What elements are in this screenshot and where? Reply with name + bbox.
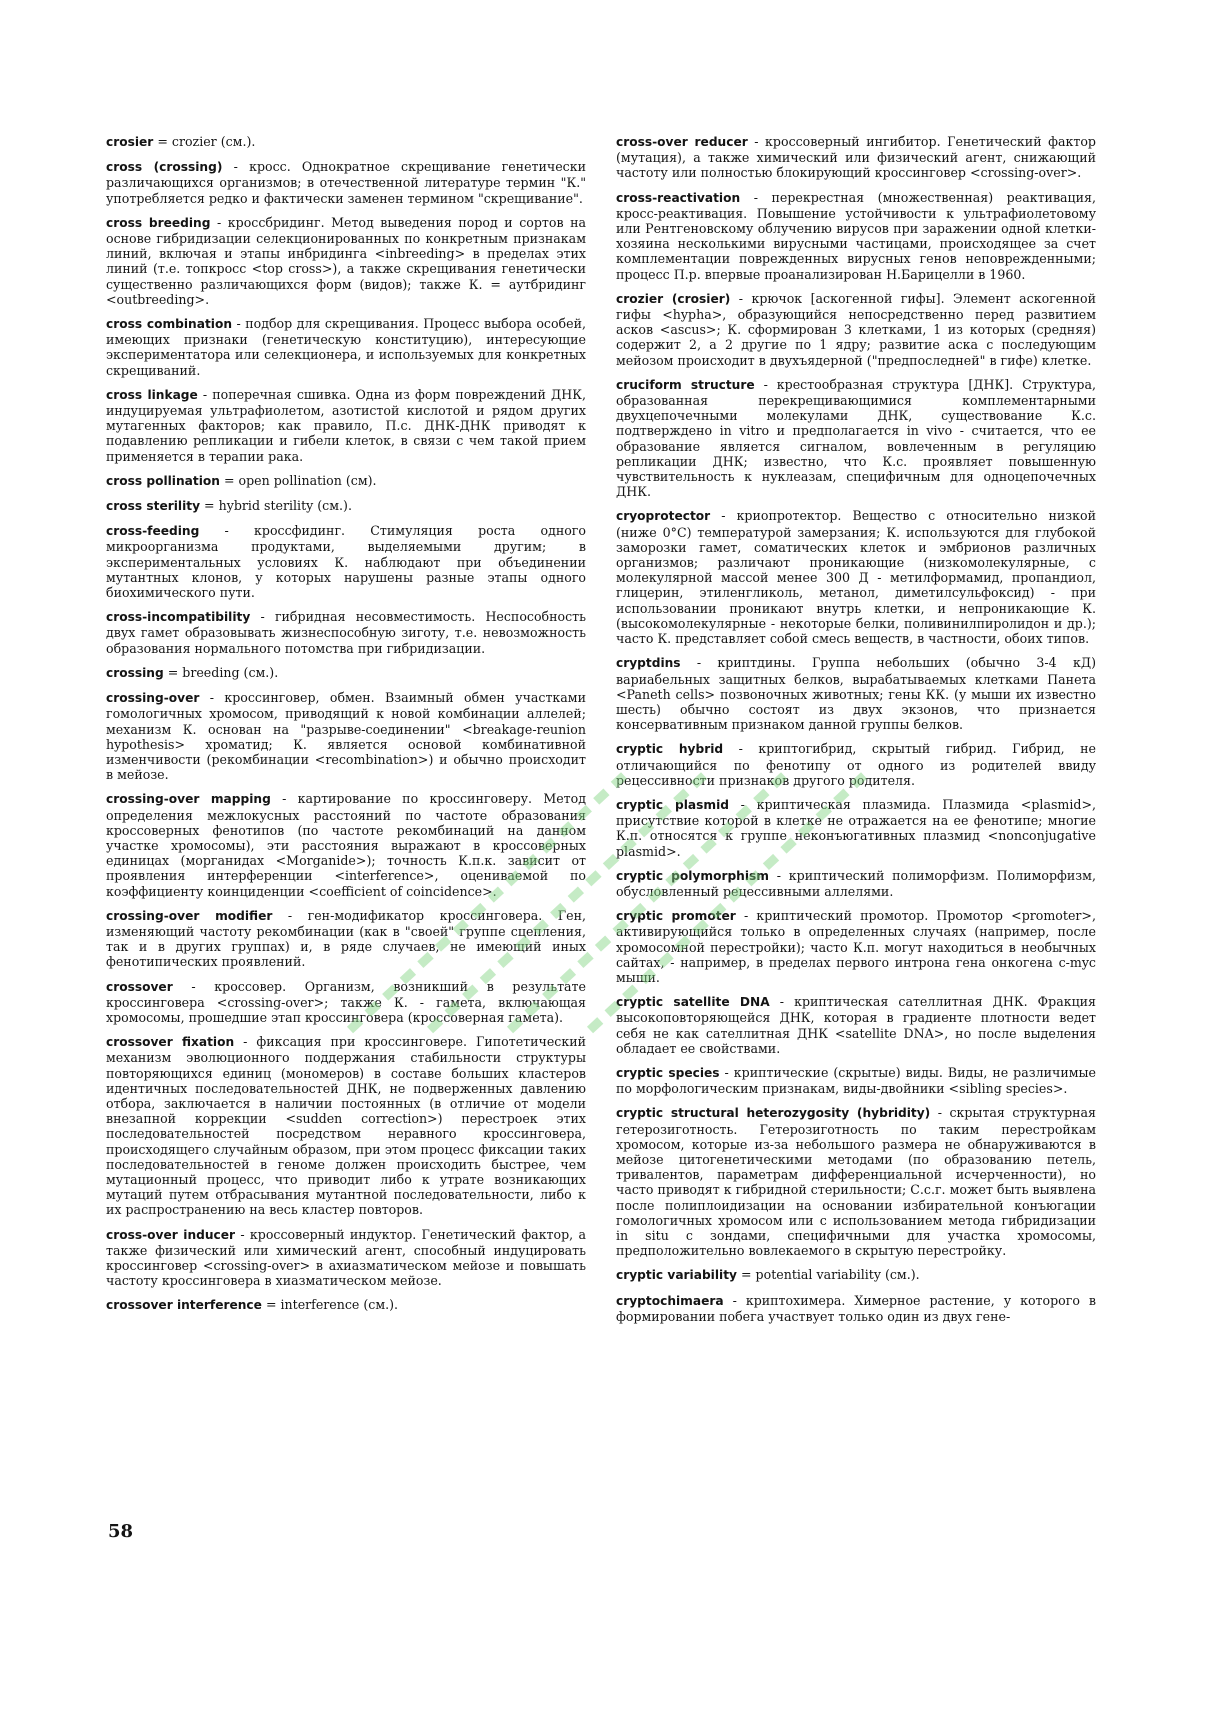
dictionary-entry [106, 159, 586, 206]
dictionary-entry [106, 387, 586, 464]
page-number: 58 [108, 1521, 134, 1542]
entry-definition: = interference (см.). [265, 1297, 399, 1313]
entry-definition: - гибридная несовместимость. Неспособность двух гамет образовывать жизнеспособную зиготу, т.е. невозможность образования нормального потомства при гибридизации. [106, 609, 586, 656]
dictionary-entry [106, 908, 586, 970]
entry-definition: = potential variability (см.). [741, 1267, 920, 1283]
entry-definition: - криптохимера. Химерное растение, у которого в формировании побега участвует только один из двух гене- [616, 1292, 1096, 1324]
dictionary-entry [106, 1034, 586, 1217]
dictionary-entry [616, 994, 1096, 1056]
right-column [616, 134, 1096, 1333]
dictionary-entry [616, 377, 1096, 500]
entry-definition: - поперечная сшивка. Одна из форм повреждений ДНК, индуцируемая ультрафиолетом, азотистой кислотой и рядом других мутагенных факторов; как правило, П.с. ДНК-ДНК приводят к подавлению репликации и гибели клеток, в связи с чем такой прием применяется в терапии рака. [106, 386, 586, 464]
entry-definition: - крючок [аскогенной гифы]. Элемент аскогенной гифы <hypha>, образующийся непосредственно перед развитием асков <ascus>; К. сформирован 3 клетками, 1 из которых (средняя) содержит 2, а 2 другие по 1 ядру; развитие аска с последующим мейозом происходит в двухъядерной ("предпоследней" в гифе) клетке. [616, 290, 1096, 368]
dictionary-entry [106, 979, 586, 1026]
dictionary-entry [616, 1105, 1096, 1258]
dictionary-entry [616, 1293, 1096, 1324]
dictionary-entry [106, 1297, 586, 1313]
dictionary-entry [616, 797, 1096, 859]
entry-definition: - кроссфидинг. Стимуляция роста одного микроорганизма продуктами, выделяемыми другим; в экспериментальных условиях К. наблюдают при объединении мутантных клонов, у которых нарушены разные этапы одного биохимического пути. [106, 523, 586, 601]
entry-definition: = crozier (см.). [157, 134, 256, 149]
entry-definition: - картирование по кроссинговеру. Метод определения межлокусных расстояний по частоте образования кроссоверных фенотипов (по частоте рекомбинаций на данном участке хромосомы), эти расстояния выражают в кроссоверных единицах (морганидах <Morganide>); точность К.п.к. зависит от проявления интерференции <interference>, оцениваемой по коэффициенту коинциденции <coefficient of coincidence>. [106, 791, 586, 899]
entry-term: crossover [106, 979, 173, 994]
dictionary-entry [106, 665, 586, 681]
dictionary-entry [616, 190, 1096, 282]
dictionary-entry [616, 655, 1096, 732]
entry-definition: - криптдины. Группа небольших (обычно 3-4 кД) вариабельных защитных белков, вырабатываемых клетками Панета <Paneth cells> позвоночных животных; гены КК. (у мыши их известно шесть) обычно состоят из двух экзонов, что признается консервативным признаком данной группы белков. [616, 655, 1096, 733]
entry-term: cryptic hybrid [616, 742, 724, 757]
entry-term: cryptic plasmid [616, 797, 730, 812]
entry-term: cruciform structure [616, 377, 755, 392]
entry-term: cryptdins [616, 656, 681, 671]
entry-definition: - криптическая сателлитная ДНК. Фракция высокоповторяющейся ДНК, которая в градиенте плотности ведет себя не как сателлитная ДНК <satellite DNA>, но после выделения обладает ее свойствами. [616, 994, 1097, 1056]
entry-term: cross linkage [106, 387, 198, 402]
entry-term: cross sterility [106, 499, 201, 514]
dictionary-entry [106, 473, 586, 489]
entry-term: cross pollination [106, 473, 220, 488]
entry-definition: - фиксация при кроссинговере. Гипотетический механизм эволюционного поддержания стабильности структуры повторяющихся единиц (мономеров) в составе больших кластеров идентичных последовательностей ДНК, не подверженных давлению отбора, заключается в наличии постоянных (в отличие от модели внезапной коррекции <sudden correction>) перестроек этих последовательностей посредством неравного кроссинговера, происходящего случайным образом, при этом процесс фиксации таких последовательностей в геноме должен происходить быстрее, чем мутационный процесс, что приводит либо к утрате возникающих мутаций путем отбрасывания мутантной последовательности, либо к их распространению на весь кластер повторов. [106, 1034, 586, 1218]
entry-term: cross combination [106, 317, 232, 332]
entry-definition: - кроссбридинг. Метод выведения пород и сортов на основе гибридизации селекционированных по конкретным признакам линий, включая и этапы инбридинга <inbreeding> в пределах этих линий (т.е. топкросс <top cross>), а также скрещивания генетически существенно различающихся форм (видов); также К. = аутбридинг <outbreeding>. [106, 214, 586, 307]
dictionary-entry [106, 690, 586, 782]
entry-definition: - криптический промотор. Промотор <promoter>, активирующийся только в определенных случаях (например, после хромосомной перестройки); часто К.п. могут находиться в необычных сайтах, - например, в пределах первого интрона гена онкогена с-myc мыши. [616, 908, 1096, 985]
entry-definition: - кросс. Однократное скрещивание генетически различающихся организмов; в отечественной литературе термин "К." употребляется редко и фактически заменен термином "скрещивание". [106, 159, 586, 206]
left-column [106, 134, 586, 1323]
dictionary-entry [106, 791, 586, 898]
dictionary-entry [616, 908, 1096, 985]
entry-definition: - кроссовер. Организм, возникший в результате кроссинговера <crossing-over>; также К. - гамета, включающая хромосомы, прошедшие этап кроссинговера (кроссоверная гамета). [106, 978, 586, 1025]
entry-term: crossing-over modifier [106, 908, 273, 923]
entry-term: crossing [106, 665, 164, 680]
entry-definition: = open pollination (см). [223, 472, 377, 488]
dictionary-entry [616, 1065, 1096, 1096]
entry-term: crossover interference [106, 1298, 262, 1313]
dictionary-entry [106, 134, 586, 150]
entry-term: cryptic promoter [616, 909, 736, 924]
entry-term: cryptic satellite DNA [616, 995, 770, 1010]
dictionary-entry [616, 741, 1096, 788]
entry-term: cross (crossing) [106, 160, 223, 175]
entry-term: crossing-over [106, 691, 200, 706]
entry-term: cryptic structural heterozygosity (hybridity) [616, 1106, 931, 1121]
dictionary-entry [616, 291, 1096, 368]
dictionary-entry [616, 1267, 1096, 1283]
entry-definition: - кроссоверный ингибитор. Генетический фактор (мутация), а также химический или физический агент, снижающий частоту или полностью блокирующий кроссинговер <crossing-over>. [616, 134, 1096, 181]
dictionary-entry [106, 316, 586, 378]
entry-term: cryptic polymorphism [616, 868, 769, 883]
entry-term: cryptic variability [616, 1268, 737, 1283]
dictionary-entry [106, 1227, 586, 1289]
entry-definition: - крестообразная структура [ДНК]. Структура, образованная перекрещивающимися комплементарными двухцепочечными молекулами ДНК, существование К.с. подтверждено in vitro и предполагается in vivo - считается, что ее образование является сигналом, вовлеченным в регуляцию репликации ДНК; известно, что К.с. проявляет повышенную чувствительность к нуклеазам, специфичным для одноцепочечных ДНК. [616, 376, 1096, 500]
entry-definition: - криптические (скрытые) виды. Виды, не различимые по морфологическим признакам, виды-двойники <sibling species>. [616, 1064, 1096, 1097]
entry-definition: - ген-модификатор кроссинговера. Ген, изменяющий частоту рекомбинации (как в "своей" группе сцепления, так и в других группах) и, в ряде случаев, не имеющий иных фенотипических проявлений. [106, 907, 586, 970]
entry-definition: - криптическая плазмида. Плазмида <plasmid>, присутствие которой в клетке не отражается на ее фенотипе; многие К.п. относятся к группе неконъюгативных плазмид <nonconjugative plasmid>. [616, 796, 1096, 859]
entry-definition: - кроссоверный индуктор. Генетический фактор, а также физический или химический агент, способный индуцировать кроссинговер <crossing-over> в ахиазматическом мейозе и повышать частоту кроссинговера в хиазматическом мейозе. [106, 1226, 586, 1289]
entry-term: cross-over reducer [616, 135, 748, 149]
entry-term: crossing-over mapping [106, 792, 271, 807]
entry-term: cross breeding [106, 215, 211, 230]
entry-term: crossover fixation [106, 1035, 235, 1050]
entry-definition: = breeding (см.). [167, 664, 279, 680]
dictionary-entry [106, 215, 586, 307]
entry-term: cross-feeding [106, 524, 200, 539]
entry-definition: - криптический полиморфизм. Полиморфизм, обусловленный рецессивными аллелями. [616, 867, 1096, 899]
entry-definition: - кроссинговер, обмен. Взаимный обмен участками гомологичных хромосом, приводящий к новой комбинации аллелей; механизм К. основан на "разрыве-соединении" <breakage-reunion hypothesis> хроматид; К. является основой комбинативной изменчивости (рекомбинации <recombination>) и обычно происходит в мейозе. [106, 690, 586, 783]
entry-definition: - перекрестная (множественная) реактивация, кросс-реактивация. Повышение устойчивости к ультрафиолетовому или Рентгеновскому облучению вирусов при заражении одной клетки-хозяина несколькими вирусными частицами, происходящее за счет комплементации поврежденных вирусных генов неповрежденными; процесс П.р. впервые проанализирован Н.Барицелли в 1960. [616, 189, 1096, 282]
entry-definition: - криопротектор. Вещество с относительно низкой (ниже 0°С) температурой замерзания; К. используются для глубокой заморозки гамет, соматических клеток и эмбрионов различных организмов; различают проникающие (низкомолекулярные, с молекулярной массой менее 300 Д - метилформамид, пропандиол, глицерин, этиленгликоль, метанол, диметилсульфоксид) - при использовании проникают внутрь клетки, и непроникающие К. (высокомолекулярные - некоторые белки, поливинилпиролидон и др.); часто К. представляет собой смесь веществ, в частности, обоих типов. [616, 508, 1096, 647]
entry-definition: - криптогибрид, скрытый гибрид. Гибрид, не отличающийся по фенотипу от одного из родителей ввиду рецессивности признаков другого родителя. [616, 741, 1096, 788]
dictionary-entry [106, 498, 586, 514]
dictionary-entry [106, 609, 586, 656]
entry-definition: - подбор для скрещивания. Процесс выбора особей, имеющих признаки (генетическую конституцию), интересующие экспериментатора или селекционера, и используемых для конкретных скрещиваний. [106, 316, 586, 378]
entry-term: cross-over inducer [106, 1227, 236, 1242]
dictionary-entry [616, 868, 1096, 899]
entry-definition: = hybrid sterility (см.). [204, 498, 352, 514]
entry-definition: - скрытая структурная гетерозиготность. Гетерозиготность по таким перестройкам хромосом, которые из-за небольшого размера не обнаруживаются в мейозе цитогенетическими методами (по образованию петель, тривалентов, параметрам дифференциальной исчерченности), но часто приводят к гибридной стерильности; С.с.г. может быть выявлена после полиплоидизации на основании избирательной конъюгации гомологичных хромосом или с использованием метода гибридизации in situ с зондами, специфичными для участка хромосомы, предположительно вовлекаемого в скрытую перестройку. [616, 1105, 1096, 1259]
entry-term: cross-incompatibility [106, 610, 251, 625]
dictionary-entry [616, 134, 1096, 181]
dictionary-entry [106, 523, 586, 600]
entry-term: cross-reactivation [616, 190, 741, 205]
dictionary-entry [616, 508, 1096, 646]
entry-term: cryptochimaera [616, 1293, 724, 1308]
entry-term: crozier (crosier) [616, 291, 731, 306]
entry-term: cryptic species [616, 1065, 720, 1080]
entry-term: crosier [106, 135, 154, 149]
entry-term: cryoprotector [616, 509, 711, 524]
